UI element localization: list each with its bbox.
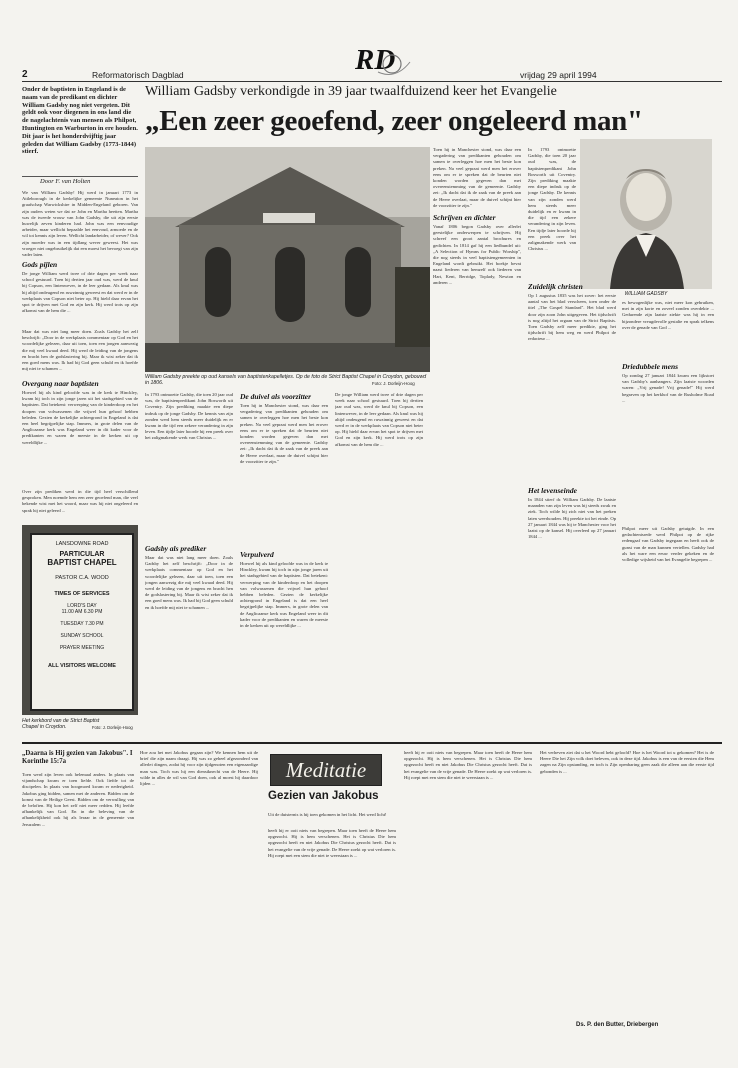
- subhead-prediker: Gadsby als prediker: [145, 544, 207, 553]
- body-col8-c: Philpot meer uit Gadsby getuigde. In een gedachtenisrede werd Philpot op de rijke redengaaf van Gadsby ingegaan en heeft ook de gunst van de man kunnen vertellen. Gadsby had als het ware een eeuw verder gekeken en de volledige wijsheid van het Evangelie begrepen ...: [622, 526, 714, 563]
- body-col1-a: We van William Gadsby! Hij werd in januari 1773 in Attleborough in de kerkelijke gemeente Nuneaton in het graafschap Warwickshire in Midden-Engeland geboren. Van zijn ouders weten we dat ze John en Martha heetten. Martha was de tweede vrouw van John Gadsby, die uit zijn eerste huwelijk zeven kinderen had. John was een eenvoudige arbeider, maar wellicht bepaalde het eenvoud, armoede en de wil tot kennis zijn leven. Wellicht landarbeider, of wever? Ook zijn moeder was in een tijdlang wever geweest. Het was vroeger niet ongebruikelijk dat een moest het bevoegt van zijn vader laten.: [22, 190, 138, 258]
- meditatie-col5: Het verheven ziet dat u het Woord hebt geloofd? Hoe is het Woord tot u gekomen? Het is de Heere Die het Zijn volk doet beleven, ook in deze tijd. Jakobus is een van de eersten die Hem zagen na Zijn opstanding, en toch is Zijn openbaring geen zaak die alleen aan die eerste tijd gebonden is ...: [540, 750, 714, 774]
- portrait-image: [580, 139, 712, 289]
- meditatie-col4: heeft hij er ooit niets van begrepen. Maar toen heeft de Heere hem opgezocht. Hij is hem verschenen. Het is Christus Die hem opgezocht heeft en niet Jakobus Die Christus gezocht heeft. Dat is het evangelie van de vrije genade. De Heere zoekt op wat verloren is. Hij roept met een stem die niet te weerstaan is ...: [404, 750, 532, 780]
- chapel-photo: [145, 147, 430, 372]
- chapel-image: [145, 147, 430, 372]
- sign-line11: ALL VISITORS WELCOME: [48, 663, 116, 669]
- page-number: 2: [22, 69, 28, 80]
- chapel-caption-text: William Gadsby preekte op oud kansels van baptistenkapelletjes. Op de foto de Strict Baptist Chapel in Croydon, gebouwd in 1806.: [145, 374, 427, 387]
- meditatie-intro: Uit de duisternis is hij toen gekomen in het licht. Het werd licht!: [268, 812, 387, 817]
- meditatie-label-box: [270, 754, 382, 786]
- sign-line5: TIMES OF SERVICES: [54, 591, 110, 597]
- header-rule: [22, 81, 722, 82]
- meditatie-quote: „Daarna is Hij gezien van Jakobus". I Korinthe 15:7a: [22, 750, 133, 765]
- portrait-caption: WILLIAM GADSBY: [624, 291, 668, 297]
- body-col1-d: Hoewel hij als kind geloofde was in de kerk te Hinckley, kwam hij toch in zijn jonge jaren uit het stadsgebied van de baptisten. Dat betekent: verwerping van de kinderdoop en het doopen van volwassenen die vrijwel hun gehoof hebben beleden. Gezien de kerkelijke achtergrond in Engeland is dat een heel begrijpelijke stap. Immers, in grote delen van de Anglicaanse kerk was Engeland weer in dit kader voor de predikanten en waren de meeste in de kerken uit op wereldlijke ...: [22, 390, 138, 445]
- meditatie-col3: heeft hij er ooit niets van begrepen. Maar toen heeft de Heere hem opgezocht. Hij is hem verschenen. Het is Christus Die hem opgezocht heeft en niet Jakobus Die Christus gezocht heeft. Dat is het evangelie van de vrije genade. De Heere zoekt op wat verloren is. Hij roept met een stem die niet te weerstaan is ...: [268, 828, 396, 858]
- body-col5-b: Vanaf 1806 begon Gadsby over allerlei geestelijke onderwerpen te schrijven. Hij schreef een groot aantal brochures en gedichten. In 1814 gaf hij een liedbundel uit: „A Selection of Hymns for Public Worship", die nog steeds in veel baptistengemeenten in Engeland wordt gebruikt. Het boekje bevat naast liederen van hemzelf ook liederen van Hart, Kent, Berridge, Toplady, Newton en anderen ...: [433, 224, 521, 285]
- body-col6-b: In 1844 stierf dr. William Gadsby. De laatste maanden van zijn leven was hij steeds zwak en ziek. Toch wilde hij zich niet van het preken laten weerhouden. Hij preekte tot het einde. Op 27 januari 1844 was hij te Manchester voor het laatst op de kansel. Hij overleed op 27 januari 1844 ...: [528, 497, 616, 540]
- chapel-sign-photo: [22, 525, 138, 715]
- rd-logo: [352, 42, 412, 80]
- body-col3: In 1793 ontmoette Gadsby, die toen 20 jaar oud was, de baptistenpredikant John Bosworth uit Coventry. Zijn prediking maakte een diepe indruk op de jonge Gadsby. De kennis van zijn zonden werd hem steeds meer duidelijk en er kwam in die tijd een zekere verandering in zijn leven. Een tijdje later hoorde hij een preek over het zaligmakende werk van Christus ...: [145, 392, 233, 441]
- meditatie-signature: Ds. P. den Butter, Driebergen: [576, 1022, 659, 1028]
- lead-intro: Onder de baptisten in Engeland is de naam van de predikant en dichter William Gadsby nog niet vergeten. Dit geldt ook voor diegenen in ons land die de nagelachtenis van mensen als Philpot, Huntington en Warburton in ere houden. Dit jaar is het honderdvijftig jaar geleden dat William Gadsby (1773-1844) stierf.: [22, 86, 138, 156]
- chapel-photo-credit: Foto: J. Dorleijn-Hoog: [372, 381, 415, 386]
- body-col6: Op 1 augustus 1835 was het zover: het eerste aantal van het blad verscheen, toen onder de titel „The Gospel Standard". Het blad werd door zijn zoon John uitgegeven. Het tijdschrift is nog altijd het orgaan van de Strict Baptists. Toen Gadsby zelf meer predikte, ging het tijdschrift bij hem weg en werd Philpot de redacteur ...: [528, 293, 616, 342]
- body-col8-b: Op zondag 27 januari 1844 kwam een lijkstoet van Gadsby's aanhangers. Zijn laatste woorden waren: „Vrij genade! Vrij genade!" Hij werd begraven op het kerkhof van de Rusholme Road ...: [622, 373, 714, 403]
- sign-board: [30, 533, 134, 711]
- meditatie-title: Gezien van Jakobus: [268, 790, 379, 802]
- subhead-zuidelijk: Zuidelijk christen: [528, 282, 583, 291]
- sign-line4: PASTOR C.A. WOOD: [55, 575, 109, 581]
- body-col1-e: Over zijn prediken werd in die tijd heel verschillend gesproken. Men noemde hem een zeer geoefend man, die veel bekende wist met het woord, maar was hij niet ongeleerd en sprak hij niet geleerd ...: [22, 489, 138, 513]
- body-col8: es bewogenlijke was, niet meer kon gebruiken, met in zijn korte en zoveel zonden overdekte ... Gedurende zijn laatste ziekte was hij in een bijzondere vreugdevolle gestalte en sprak telkens over de genade van God ...: [622, 300, 714, 330]
- sign-line1: LANSDOWNE ROAD: [55, 541, 109, 547]
- body-col5-a: De jonge William werd twee of drie dagen per week naar school gestuurd. Toen hij dertien jaar oud was, werd de knul bij Copson, een lintenwever, in de leer gedaan. Als knul was hij altijd ondeugend en ruwzinnig geweest en dat werd er in de werkplaats van Copson niet beter op. Hij hield daar ervan het spot te drijven met God en zijn kerk. Hij werd trots op zijn afkomst van de hem die ...: [335, 392, 423, 447]
- subhead-gods-pijlen: Gods pijlen: [22, 260, 58, 269]
- sign-line7: 11.00 AM 6.30 PM: [61, 609, 103, 615]
- paper-name: Reformatorisch Dagblad: [92, 70, 184, 80]
- meditatie-col1: Toen werd zijn leven ook helemaal anders. In plaats van vijandschap kwam er toen liefde. Ook liefde tot de discipelen. In plaats van hoogmoed kwam er nederigheid. Jakobus ging bidden, samen met de anderen. Bidden om de komst van de Heilige Geest. Bidden om de verwulling van de beloften. Hij kon het zelf niet meer redden. Hij leefde afhankelijk van God. En in die beleving van de afhankelijkheid ook hij als leraar in de gemeente van Jeruzalem ...: [22, 772, 134, 827]
- sign-line6: LORD'S DAY: [67, 603, 97, 609]
- byline: Door F. van Holten: [40, 178, 91, 185]
- body-col3-b: Maar dat was niet lang meer doen. Zoals Gadsby het zelf beschrijft: „Door in de werkplaats commentaar op God en het woordelijke gelezen, daar uit toen, toen een jongen aanwezig die mij veel kwaad deed. Hij werd de leiding van de jongens en bracht hen de godslastering bij. Maar ik wist zeker dat ik een goed mens was. Ik had bij God geen schuld en ik hoefde mij niet te schamen ...: [145, 555, 233, 610]
- sign-line3: BAPTIST CHAPEL: [47, 558, 117, 567]
- portrait-photo: [580, 139, 712, 289]
- meditatie-label: Meditatie: [285, 758, 367, 782]
- rd-logo-swoosh-icon: [352, 42, 412, 80]
- subhead-schrijver: Schrijven en dichter: [433, 213, 496, 222]
- body-col5: Toen hij in Manchester stond, was daar een vergadering van predikanten gehouden om samen te overleggen hoe men het beste kon preken. Na veel gepraat werd men het erover eens om er te spreken dat de beurten niet konden worden gegeven dan met overeenstemming van de gemeente. Gadsby zei: „Ik dacht dat ik de zaak van de preek aan de Heere overlaat, maar de duivel schijnt hier de voorzitter te zijn.": [433, 147, 521, 208]
- section-divider: [22, 742, 722, 744]
- subhead-overgang: Overgang naar baptisten: [22, 379, 99, 388]
- body-col1-b: De jonge William werd twee of drie dagen per week naar school gestuurd. Toen hij dertien jaar oud was, werd de knul bij Copson, een lintenwever, in de leer gedaan. Als knul was hij altijd ondeugend en ruwzinnig geweest en dat werd er in de werkplaats van Copson niet beter op. Hij hield daar ervan het spot te drijven met God en zijn kerk. Hij werd trots op zijn afkomst van de hem die ...: [22, 271, 138, 314]
- subhead-duivel: De duivel als voorzitter: [240, 392, 312, 401]
- body-col4-b: Hoewel hij als kind geloofde was in de kerk te Hinckley, kwam hij toch in zijn jonge jaren uit het stadsgebied van de baptisten. Dat betekent: verwerping van de kinderdoop en het doopen van volwassenen die vrijwel hun gehoof hebben beleden. Gezien de kerkelijke achtergrond in Engeland is dat een heel begrijpelijke stap. Immers, in grote delen van de Anglicaanse kerk was Engeland weer in dit kader voor de predikanten en waren de meeste in de kerken uit op wereldlijke ...: [240, 561, 328, 629]
- byline-rule: [22, 176, 138, 177]
- sign-line2: PARTICULAR: [59, 551, 105, 558]
- body-col4: Toen hij in Manchester stond, was daar een vergadering van predikanten gehouden om samen te overleggen hoe men het beste kon preken. Na veel gepraat werd men het erover eens om er te spreken dat de beurten niet konden worden gegeven dan met overeenstemming van de gemeente. Gadsby zei: „Ik dacht dat ik de zaak van de preek aan de Heere overlaat, maar de duivel schijnt hier de voorzitter te zijn.": [240, 403, 328, 464]
- subhead-driedubbele: Driedubbele mens: [622, 362, 679, 371]
- issue-date: vrijdag 29 april 1994: [520, 70, 597, 80]
- subhead-levenseinde: Het levenseinde: [528, 486, 577, 495]
- article-kicker: William Gadsby verkondigde in 39 jaar twaalfduizend keer het Evangelie: [145, 84, 557, 99]
- sign-line9: SUNDAY SCHOOL: [60, 633, 104, 639]
- article-headline: „Een zeer geoefend, zeer ongeleerd man": [145, 105, 643, 137]
- body-col6-a: In 1793 ontmoette Gadsby, die toen 20 jaar oud was, de baptistenpredikant John Bosworth uit Coventry. Zijn prediking maakte een diepe indruk op de jonge Gadsby. De kennis van zijn zonden werd hem steeds meer duidelijk en er kwam in die tijd een zekere verandering in zijn leven. Een tijdje later hoorde hij een preek over het zaligmakende werk van Christus ...: [528, 147, 576, 252]
- body-col1-c: Maar dat was niet lang meer doen. Zoals Gadsby het zelf beschrijft: „Door in de werkplaats commentaar op God en het woordelijke gelezen, daar uit toen, toen een jongen aanwezig die mij veel kwaad deed. Hij werd de leiding van de jongens en bracht hen de godslastering bij. Maar ik wist zeker dat ik een goed mens was. Ik had bij God geen schuld en ik hoefde mij niet te schamen ...: [22, 329, 138, 372]
- subhead-verpulverd: Verpulverd: [240, 550, 274, 559]
- chapel-sign-caption: Het kerkbord van de Strict Baptist Chapel in Croydon.: [22, 718, 100, 731]
- sign-line10: PRAYER MEETING: [59, 645, 105, 651]
- rd-logo-text: RD: [355, 44, 396, 76]
- sign-line8: TUESDAY 7.30 PM: [60, 621, 104, 627]
- chapel-sign-credit: Foto: J. Dorleijn-Hoog: [92, 725, 133, 730]
- meditatie-col2: Hoe zou het met Jakobus gegaan zijn? We kennen hem uit de brief die zijn naam draagt. Hij was zo geheel afgezonderd van allerlei dingen, zodat hij voor zijn tijdgenoten een eigenaardige man was. Toch was hij een dienstknecht van de Heere. Hij wilde in alles de wil van God doen, ook al moest hij daardoor lijden ...: [140, 750, 258, 787]
